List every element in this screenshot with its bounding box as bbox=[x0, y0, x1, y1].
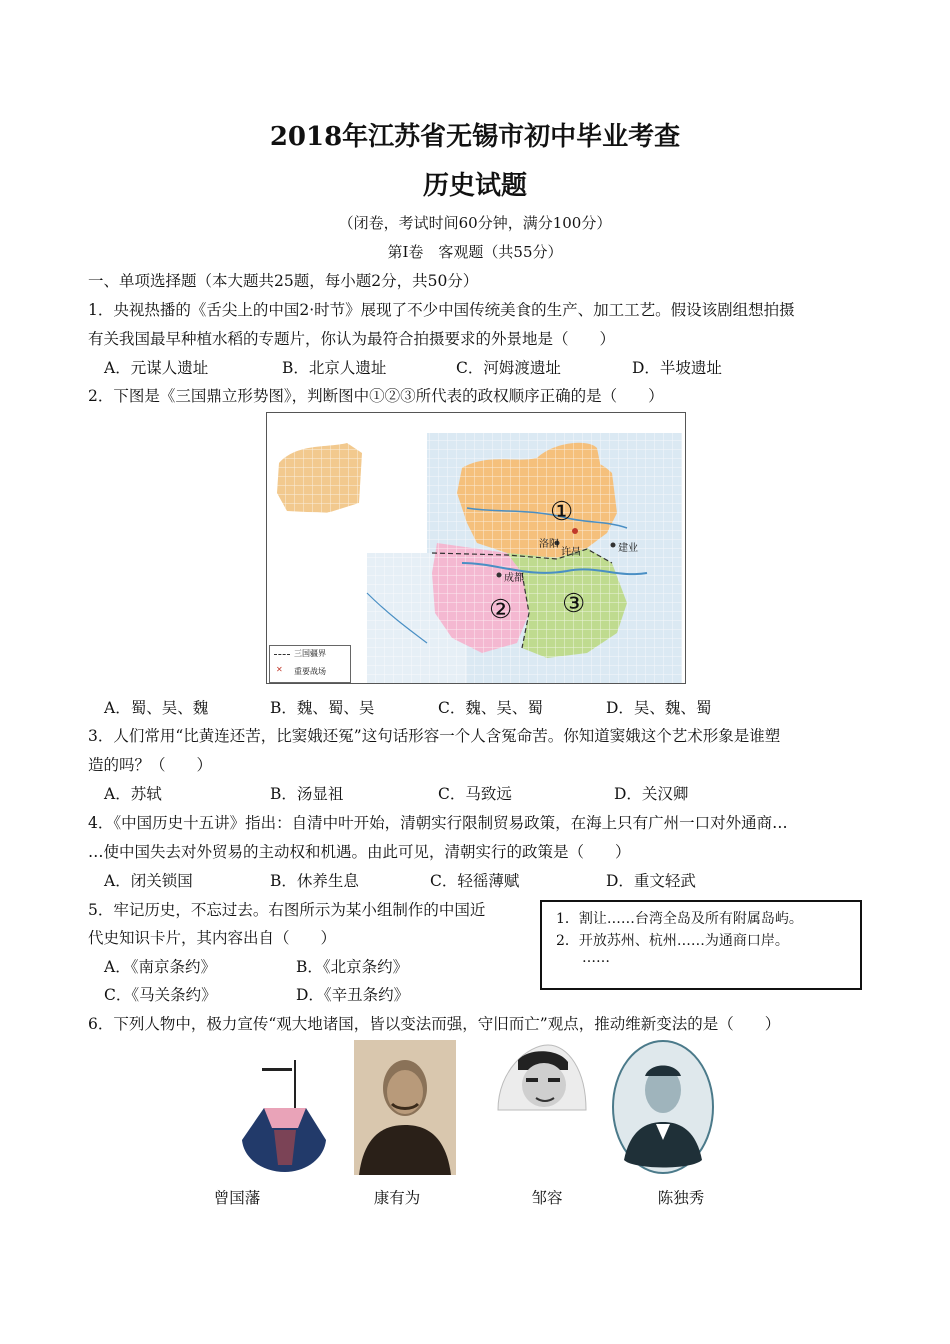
question-5-option-b: B．《北京条约》 bbox=[296, 958, 409, 976]
map-legend bbox=[269, 645, 351, 683]
exam-info: （闭卷，考试时间60分钟，满分100分） bbox=[338, 214, 612, 232]
card-line-3: …… bbox=[582, 950, 610, 966]
question-4-stem-line-2: …使中国失去对外贸易的主动权和机遇。由此可见，清朝实行的政策是（ ） bbox=[88, 843, 631, 861]
question-5-stem-line-2: 代史知识卡片，其内容出自（ ） bbox=[88, 929, 337, 947]
battle-icon: ✕ bbox=[276, 665, 283, 674]
question-1-option-b: B．北京人遗址 bbox=[282, 359, 387, 377]
question-1-stem-line-2: 有关我国最早种植水稻的专题片，你认为最符合拍摄要求的外景地是（ ） bbox=[88, 330, 616, 348]
legend-boundary-label: 三国疆界 bbox=[294, 649, 326, 658]
question-3-option-a: A．苏轼 bbox=[104, 785, 162, 803]
portrait-name-4: 陈独秀 bbox=[657, 1189, 705, 1207]
portrait-zou-rong bbox=[488, 1040, 590, 1175]
legend-battle-label: 重要战场 bbox=[294, 667, 326, 676]
history-knowledge-card bbox=[540, 900, 862, 990]
map-city-luoyang: 洛阳 bbox=[539, 539, 559, 550]
card-line-1: 1．割让……台湾全岛及所有附属岛屿。 bbox=[556, 911, 803, 927]
map-region-1-label: ① bbox=[550, 497, 574, 527]
question-2-stem-line-1: 2．下图是《三国鼎立形势图》，判断图中①②③所代表的政权顺序正确的是（ ） bbox=[88, 387, 664, 405]
question-3-option-b: B．汤显祖 bbox=[270, 785, 344, 803]
map-region-3-label: ③ bbox=[562, 589, 586, 619]
question-5-stem-line-1: 5．牢记历史，不忘过去。右图所示为某小组制作的中国近 bbox=[88, 901, 486, 919]
portrait-zeng-guofan bbox=[234, 1040, 336, 1175]
question-1-option-a: A．元谋人遗址 bbox=[104, 359, 209, 377]
exam-subject: 历史试题 bbox=[422, 171, 527, 201]
question-3-stem-line-1: 3．人们常用“比黄连还苦，比窦娥还冤”这句话形容一个人含冤命苦。你知道窦娥这个艺术形象是谁塑 bbox=[88, 727, 781, 745]
part-title: 第Ⅰ卷 客观题（共55分） bbox=[387, 243, 563, 261]
portrait-chen-duxiu bbox=[612, 1040, 714, 1175]
portrait-name-1: 曾国藩 bbox=[213, 1189, 261, 1207]
map-city-jianye: 建业 bbox=[618, 543, 638, 554]
question-2-option-c: C．魏、吴、蜀 bbox=[438, 699, 543, 717]
card-line-2: 2．开放苏州、杭州……为通商口岸。 bbox=[556, 933, 789, 949]
portrait-name-3: 邹容 bbox=[531, 1189, 563, 1207]
portrait-kang-youwei bbox=[354, 1040, 456, 1175]
question-4-option-a: A．闭关锁国 bbox=[104, 872, 193, 890]
question-5-option-c: C．《马关条约》 bbox=[104, 986, 217, 1004]
question-1-option-c: C．河姆渡遗址 bbox=[456, 359, 561, 377]
question-4-option-b: B．休养生息 bbox=[270, 872, 359, 890]
exam-title: 2018年江苏省无锡市初中毕业考查 bbox=[269, 122, 681, 152]
question-3-stem-line-2: 造的吗？（ ） bbox=[88, 756, 213, 774]
map-city-xuchang: 许昌 bbox=[561, 547, 581, 558]
question-3-option-d: D．关汉卿 bbox=[614, 785, 689, 803]
section-title: 一、单项选择题（本大题共25题，每小题2分，共50分） bbox=[88, 272, 479, 290]
question-4-option-c: C．轻徭薄赋 bbox=[430, 872, 520, 890]
question-4-option-d: D．重文轻武 bbox=[606, 872, 696, 890]
question-2-option-a: A．蜀、吴、魏 bbox=[104, 699, 209, 717]
question-3-option-c: C．马致远 bbox=[438, 785, 512, 803]
question-5-option-d: D．《辛丑条约》 bbox=[296, 986, 410, 1004]
question-2-option-b: B．魏、蜀、吴 bbox=[270, 699, 375, 717]
question-1-stem-line-1: 1．央视热播的《舌尖上的中国2·时节》展现了不少中国传统美食的生产、加工工艺。假设该剧组想拍摄 bbox=[88, 301, 795, 319]
map-region-2-label: ② bbox=[489, 595, 513, 625]
portrait-name-2: 康有为 bbox=[373, 1189, 421, 1207]
question-1-option-d: D．半坡遗址 bbox=[632, 359, 722, 377]
map-city-chengdu: 成都 bbox=[504, 573, 524, 584]
question-4-stem-line-1: 4．《中国历史十五讲》指出：自清中叶开始，清朝实行限制贸易政策，在海上只有广州一口对外通商… bbox=[88, 814, 788, 832]
three-kingdoms-map bbox=[266, 412, 686, 684]
question-2-option-d: D．吴、魏、蜀 bbox=[606, 699, 712, 717]
question-5-option-a: A．《南京条约》 bbox=[104, 958, 216, 976]
question-6-stem-line-1: 6．下列人物中，极力宣传“观大地诸国，皆以变法而强，守旧而亡”观点，推动维新变法的是（ ） bbox=[88, 1015, 781, 1033]
